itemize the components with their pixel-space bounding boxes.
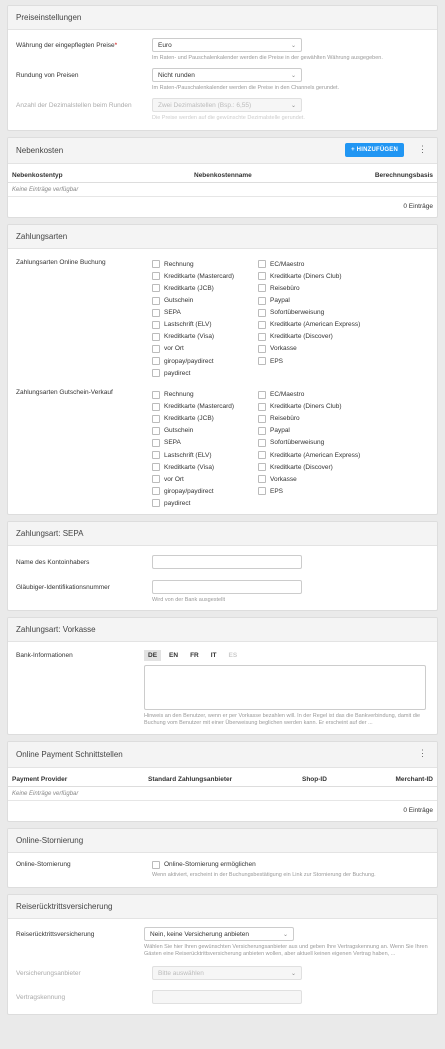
bank-informationen-label: Bank-Informationen [16,651,73,659]
tab-fr[interactable]: FR [190,651,199,659]
checkbox-jcb[interactable]: Kreditkarte (JCB) [152,415,258,424]
checkbox-box[interactable] [152,475,160,483]
checkbox-sofort[interactable]: Sofortüberweisung [258,439,364,448]
checkbox-paydirect[interactable]: paydirect [152,369,258,378]
vertragskennung-input [152,990,302,1004]
add-button[interactable]: + HINZUFÜGEN [345,143,404,157]
checkbox-eps[interactable]: EPS [258,357,364,366]
checkbox-box[interactable] [152,272,160,280]
checkbox-discover[interactable]: Kreditkarte (Discover) [258,463,364,472]
stornierung-label: Online-Stornierung [16,860,71,868]
empty-row: Keine Einträge verfügbar [8,183,437,197]
checkbox-box[interactable] [152,333,160,341]
checkbox-box[interactable] [152,345,160,353]
checkbox-gutschein[interactable]: Gutschein [152,427,258,436]
checkbox-vor-ort[interactable]: vor Ort [152,345,258,354]
entry-count: 0 Einträge [403,203,433,210]
gutschein-verkauf-options [152,389,429,507]
checkbox-giropay[interactable]: giropay/paydirect [152,357,258,366]
checkbox-gutschein[interactable]: Gutschein [152,296,258,305]
checkbox-visa[interactable]: Kreditkarte (Visa) [152,463,258,472]
checkbox-box[interactable] [258,309,266,317]
card-title: Zahlungsarten [8,225,437,249]
checkbox-vor-ort[interactable]: vor Ort [152,475,258,484]
vertragskennung-label: Vertragskennung [16,994,66,1002]
checkbox-amex[interactable]: Kreditkarte (American Express) [258,451,364,460]
column-header: Merchant-ID [395,775,433,783]
versicherung-label: Reiserücktrittsversicherung [16,931,95,939]
entry-count: 0 Einträge [403,806,433,814]
sepa-card [7,521,438,611]
checkbox-vorkasse[interactable]: Vorkasse [258,475,364,484]
nebenkosten-card [7,137,438,218]
tab-de[interactable]: DE [144,650,161,661]
checkbox-box[interactable] [152,260,160,268]
online-stornierung-card [7,828,438,889]
checkbox-ec-maestro[interactable]: EC/Maestro [258,260,364,269]
checkbox-box[interactable] [258,451,266,459]
more-options-icon[interactable]: ⋮ [418,747,427,758]
checkbox-box[interactable] [152,369,160,377]
checkbox-eps[interactable]: EPS [258,487,364,496]
bank-informationen-hint: Hinweis an den Benutzer, wenn er per Vorkasse bezahlen will. In der Regel ist das die Bankverbindung, damit die Buchung vom Benutzer mit einer Überweisung beglichen werden kann. Er erscheint auf der ... [144,712,421,726]
rundung-label: Rundung von Preisen [16,72,79,79]
checkbox-box[interactable] [152,861,160,869]
column-header: Payment Provider [12,775,68,783]
checkbox-mastercard[interactable]: Kreditkarte (Mastercard) [152,272,258,281]
dezimal-select: Zwei Dezimalstellen (Bsp.: 6,55) ⌄ [152,98,302,112]
bank-informationen-textarea[interactable] [144,665,426,710]
gutschein-verkauf-label: Zahlungsarten Gutschein-Verkauf [16,389,113,397]
checkbox-rechnung[interactable]: Rechnung [152,390,258,399]
checkbox-box[interactable] [152,391,160,399]
checkbox-box[interactable] [258,391,266,399]
column-header: Shop-ID [302,775,327,783]
checkbox-reisebuero[interactable]: Reisebüro [258,415,364,424]
checkbox-box[interactable] [152,427,160,435]
card-title: Zahlungsart: Vorkasse [8,618,437,642]
versicherung-hint: Wählen Sie hier Ihren gewünschten Versicherungsanbieter aus und geben Ihre Vertragskennung an. Wenn Sie Ihren Gästen eine Reiserücktrittsversicherung anbieten wollen, aber aktuell keinen eigenen Vertrag haben, ... [144,944,428,958]
checkbox-box[interactable] [258,272,266,280]
online-buchung-label: Zahlungsarten Online Buchung [16,259,106,266]
checkbox-ec-maestro[interactable]: EC/Maestro [258,390,364,399]
rundung-hint: Im Raten-/Pauschalenkalender werden die Preise in den Channels gerundet. [152,85,340,91]
card-title: Preiseinstellungen [8,6,437,30]
table-header [8,768,437,787]
checkbox-box[interactable] [258,345,266,353]
checkbox-paydirect[interactable]: paydirect [152,499,258,508]
column-header: Berechnungsbasis [374,172,433,179]
checkbox-box[interactable] [258,415,266,423]
checkbox-giropay[interactable]: giropay/paydirect [152,487,258,496]
chevron-down-icon: ⌄ [290,970,296,977]
dezimal-label: Anzahl der Dezimalstellen beim Runden [16,102,132,109]
vorkasse-card [7,617,438,735]
waehrung-label: Währung der eingepflegten Preise* [16,42,118,49]
checkbox-diners[interactable]: Kreditkarte (Diners Club) [258,402,364,411]
checkbox-box[interactable] [152,309,160,317]
checkbox-box[interactable] [258,475,266,483]
checkbox-box[interactable] [152,499,160,507]
tab-es[interactable]: ES [228,651,238,659]
online-payment-card [7,741,438,822]
rundung-select[interactable]: Nicht runden ⌄ [152,68,302,82]
checkbox-sofort[interactable]: Sofortüberweisung [258,308,364,317]
checkbox-box[interactable] [258,487,266,495]
checkbox-box[interactable] [258,403,266,411]
checkbox-lastschrift[interactable]: Lastschrift (ELV) [152,451,258,460]
checkbox-visa[interactable]: Kreditkarte (Visa) [152,333,258,342]
more-options-icon[interactable]: ⋮ [418,144,427,154]
checkbox-box[interactable] [258,427,266,435]
checkbox-box[interactable] [152,321,160,329]
checkbox-reisebuero[interactable]: Reisebüro [258,284,364,293]
checkbox-box[interactable] [258,357,266,365]
anbieter-label: Versicherungsanbieter [16,970,81,978]
checkbox-box[interactable] [258,260,266,268]
glaeubiger-label: Gläubiger-Identifikationsnummer [16,583,110,591]
card-title: Zahlungsart: SEPA [8,522,437,546]
chevron-down-icon: ⌄ [282,931,288,938]
checkbox-discover[interactable]: Kreditkarte (Discover) [258,333,364,342]
checkbox-box[interactable] [152,463,160,471]
checkbox-vorkasse[interactable]: Vorkasse [258,345,364,354]
chevron-down-icon: ⌄ [290,102,296,109]
kontoinhaber-input[interactable] [152,555,302,569]
waehrung-select[interactable]: Euro ⌄ [152,38,302,52]
checkbox-sepa[interactable]: SEPA [152,439,258,448]
checkbox-box[interactable] [258,284,266,292]
checkbox-sepa[interactable]: SEPA [152,308,258,317]
checkbox-lastschrift[interactable]: Lastschrift (ELV) [152,320,258,329]
card-title: Reiserücktrittsversicherung [8,895,437,919]
card-title: Online Payment Schnittstellen [16,749,123,759]
language-tabs [144,650,429,661]
stornierung-hint: Wenn aktiviert, erscheint in der Buchungsbestätigung ein Link zur Stornierung der Buchung. [152,872,376,879]
glaeubiger-input[interactable] [152,580,302,594]
checkbox-box[interactable] [152,403,160,411]
tab-it[interactable]: IT [210,651,217,659]
checkbox-box[interactable] [258,333,266,341]
checkbox-rechnung[interactable]: Rechnung [152,260,258,269]
stornierung-checkbox[interactable]: Online-Stornierung ermöglichen [152,861,429,870]
zahlungsarten-card [7,224,438,515]
checkbox-box[interactable] [152,415,160,423]
checkbox-amex[interactable]: Kreditkarte (American Express) [258,320,364,329]
anbieter-select: Bitte auswählen ⌄ [152,966,302,980]
card-title: Online-Stornierung [8,829,437,853]
preiseinstellungen-card [7,5,438,131]
chevron-down-icon: ⌄ [290,72,296,79]
column-header: Nebenkostentyp [12,172,63,179]
checkbox-box[interactable] [258,463,266,471]
checkbox-box[interactable] [152,439,160,447]
kontoinhaber-label: Name des Kontoinhabers [16,558,90,566]
chevron-down-icon: ⌄ [290,42,296,49]
glaeubiger-hint: Wird von der Bank ausgestellt [152,596,226,603]
checkbox-paypal[interactable]: Paypal [258,296,364,305]
card-title: Nebenkosten [16,146,64,155]
checkbox-box[interactable] [258,321,266,329]
checkbox-box[interactable] [258,439,266,447]
column-header: Nebenkostenname [194,172,252,179]
checkbox-box[interactable] [152,357,160,365]
tab-en[interactable]: EN [169,651,179,659]
versicherung-card [7,894,438,1015]
checkbox-diners[interactable]: Kreditkarte (Diners Club) [258,272,364,281]
checkbox-mastercard[interactable]: Kreditkarte (Mastercard) [152,402,258,411]
checkbox-box[interactable] [152,284,160,292]
dezimal-hint: Die Preise werden auf die gewünschte Dezimalstelle gerundet. [152,115,305,121]
checkbox-box[interactable] [152,487,160,495]
checkbox-paypal[interactable]: Paypal [258,427,364,436]
checkbox-jcb[interactable]: Kreditkarte (JCB) [152,284,258,293]
waehrung-hint: Im Raten- und Pauschalenkalender werden die Preise in der gewählten Währung ausgegeben. [152,55,383,61]
column-header: Standard Zahlungsanbieter [148,775,233,783]
table-header [8,164,437,183]
online-buchung-options [152,259,429,377]
empty-row: Keine Einträge verfügbar [8,787,437,801]
checkbox-box[interactable] [258,297,266,305]
checkbox-box[interactable] [152,297,160,305]
versicherung-select[interactable]: Nein, keine Versicherung anbieten ⌄ [144,927,294,941]
checkbox-box[interactable] [152,451,160,459]
